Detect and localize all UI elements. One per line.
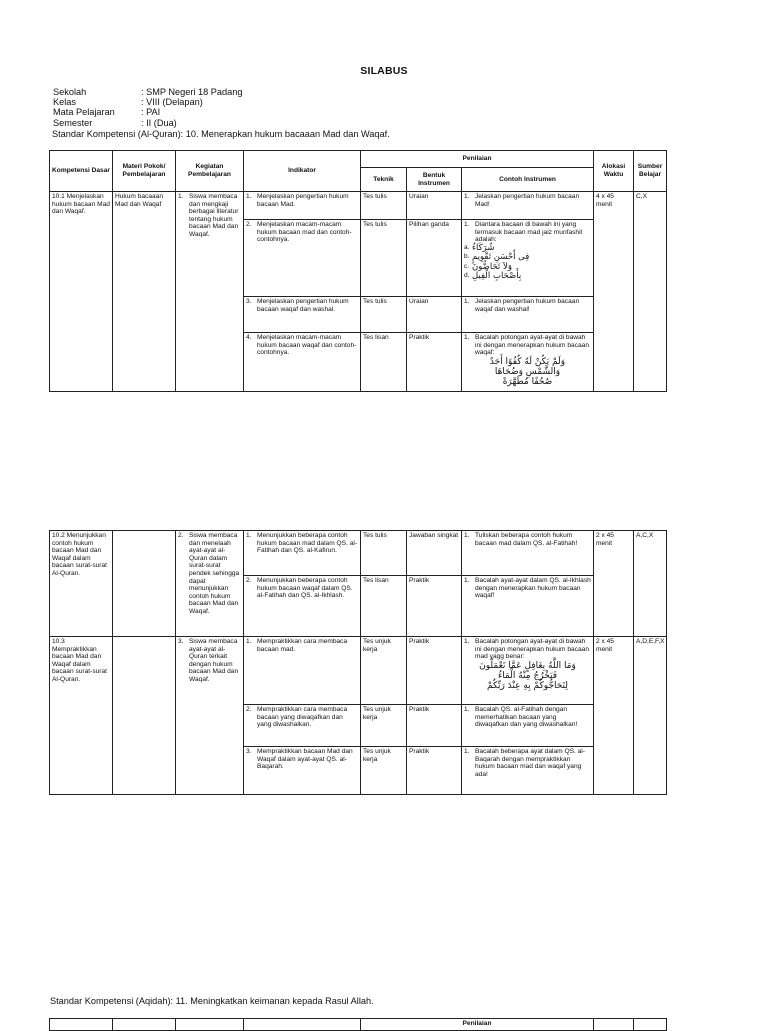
alokasi-cell: 2 x 45 menit: [594, 531, 634, 637]
header-penilaian: Penilaian: [361, 151, 594, 168]
arabic-line: لِتَحَاجُّوكُمْ بِهِ عِنْدَ رَبِّكُمْ: [486, 680, 569, 691]
indikator-cell: [244, 333, 361, 392]
list-number: 1.: [464, 638, 470, 645]
contoh-text: Bacalah QS. al-Fatihah dengan memerhatikan bacaan yang diwaqafkan dan yang diwashalkan!: [475, 706, 578, 729]
contoh-text: Bacalah potongan ayat-ayat di bawah ini dengan menerapkan hukum bacaan mad yagg benar:: [475, 638, 590, 661]
bentuk-cell: Praktik: [407, 333, 462, 392]
identity-value: : II (Dua): [141, 117, 177, 128]
kd-cell: 10.3 Mempraktikkan bacaan Mad dan Waqaf dalam bacaan surat-surat Al-Quran.: [50, 637, 113, 795]
bentuk-cell: Uraian: [407, 192, 462, 220]
alokasi-cell: 2 x 45 menit: [594, 637, 634, 795]
header-cell: [594, 1019, 634, 1031]
indikator-cell: [244, 576, 361, 637]
arabic-line: وَمَا اللَّهُ بِغَافِلٍ عَمَّا تَعْمَلُونَ: [479, 660, 576, 671]
teknik-cell: Tes tulis: [361, 531, 407, 576]
bentuk-cell: Praktik: [407, 576, 462, 637]
contoh-text: Bacalah ayat-ayat dalam QS. al-Ikhlash dengan menerapkan hukum bacaan waqaf!: [475, 577, 591, 600]
contoh-text: Bacalah beberapa ayat dalam QS. al-Baqarah dengan mempraktikkan hukum bacaan mad dan waqaf yang ada!: [475, 748, 585, 778]
identity-row-class: [53, 97, 242, 107]
arabic-line: فَيَخْرُجُ مِنْهُ الْمَاءُ: [497, 670, 558, 681]
kd-cell: 10.2 Menunjukkan contoh hukum bacaan Mad dan Waqaf dalam bacaan surat-surat Al-Quran.: [50, 531, 113, 637]
indikator-text: Menjelaskan macam-macam hukum bacaan waqaf dan contoh-contohnya.: [257, 334, 357, 357]
arabic-line: صُحُفًا مُطَهَّرَةً: [502, 376, 553, 387]
materi-cell: [113, 637, 176, 795]
header-cell: [634, 1019, 667, 1031]
list-number: 1.: [178, 193, 184, 200]
indikator-cell: [244, 220, 361, 297]
teknik-cell: Tes tulis: [361, 192, 407, 220]
teknik-cell: Tes tulis: [361, 220, 407, 297]
list-number: 2.: [246, 577, 252, 584]
identity-block: [53, 87, 242, 128]
option-a: a. شُرَكَاءُ: [464, 242, 495, 253]
indikator-cell: [244, 747, 361, 795]
contoh-cell: [462, 637, 594, 705]
identity-value: : SMP Negeri 18 Padang: [141, 87, 243, 97]
materi-cell: [113, 531, 176, 637]
kd-cell: 10.1 Menjelaskan hukum bacaan Mad dan Waqaf.: [50, 192, 113, 392]
syllabus-table-2: [49, 530, 667, 795]
list-number: 4.: [246, 334, 252, 341]
header-sumber: Sumber Belajar: [634, 151, 667, 192]
list-number: 1.: [464, 532, 470, 539]
identity-row-semester: [53, 118, 242, 128]
list-number: 1.: [246, 638, 252, 645]
list-number: 1.: [464, 298, 470, 305]
indikator-text: Menjelaskan pengertian hukum bacaan waqaf dan washal.: [257, 298, 349, 313]
list-number: 1.: [464, 577, 470, 584]
kegiatan-text: Siswa membaca ayat-ayat al-Quran terkait dengan hukum bacaan Mad dan Waqaf.: [189, 638, 239, 683]
indikator-cell: [244, 531, 361, 576]
teknik-cell: Tes lisan: [361, 576, 407, 637]
contoh-cell: [462, 531, 594, 576]
contoh-cell: [462, 705, 594, 747]
list-number: 1.: [464, 748, 470, 755]
identity-label: Sekolah: [53, 87, 87, 97]
contoh-cell: [462, 576, 594, 637]
list-number: 3.: [246, 298, 252, 305]
materi-cell: Hukum bacaaan Mad dan Waqaf: [113, 192, 176, 392]
list-number: 1.: [464, 334, 470, 341]
indikator-cell: [244, 297, 361, 333]
contoh-cell: [462, 192, 594, 220]
list-number: 2.: [246, 706, 252, 713]
header-cell: [50, 1019, 113, 1031]
page-title: SILABUS: [360, 65, 408, 77]
contoh-cell: [462, 333, 594, 392]
header-indikator: Indikator: [244, 151, 361, 192]
identity-row-subject: [53, 107, 242, 117]
bentuk-cell: Jawaban singkat: [407, 531, 462, 576]
kegiatan-cell: [176, 192, 244, 392]
contoh-text: Jelaskan pengertian hukum bacaan Mad!: [475, 193, 580, 208]
contoh-cell: [462, 747, 594, 795]
contoh-cell: [462, 297, 594, 333]
identity-label: Kelas: [53, 97, 76, 108]
kegiatan-cell: [176, 637, 244, 795]
bentuk-cell: Pilihan ganda: [407, 220, 462, 297]
kegiatan-text: Siswa membaca dan mengkaji berbagai literatur tentang hukum bacaan Mad dan Waqaf.: [189, 193, 239, 238]
header-teknik: Teknik: [361, 168, 407, 192]
indikator-text: Menjelaskan pengertian hukum bacaan Mad.: [257, 193, 349, 208]
list-number: 1.: [464, 706, 470, 713]
list-number: 1.: [246, 193, 252, 200]
option-d: d. بِأَصْحَابِ الْفِيلِ: [464, 271, 522, 282]
list-number: 1.: [246, 532, 252, 539]
alokasi-cell: 4 x 45 menit: [594, 192, 634, 392]
header-cell: [244, 1019, 361, 1031]
indikator-cell: [244, 637, 361, 705]
indikator-text: Mempraktikkan cara membaca bacaan yang diwaqafkan dan yang diwashalkan.: [257, 706, 348, 729]
contoh-text: Bacalah potongan ayat-ayat di bawah ini dengan menerapkan hukum bacaan waqaf:: [475, 334, 590, 357]
indikator-text: Menunjukkan beberapa contoh hukum bacaan mad dalam QS. al-Fatihah dan QS. al-Kafirun.: [257, 532, 358, 555]
teknik-cell: Tes unjuk kerja: [361, 637, 407, 705]
indikator-text: Menjelaskan macam-macam hukum bacaan mad dan contoh-contohnya.: [257, 221, 352, 244]
kegiatan-cell: [176, 531, 244, 637]
indikator-text: Mempraktikkan bacaan Mad dan Waqaf dalam ayat-ayat QS. al-Baqarah.: [257, 748, 353, 771]
bentuk-cell: Praktik: [407, 747, 462, 795]
header-bentuk: Bentuk Instrumen: [407, 168, 462, 192]
header-materi: Materi Pokok/ Pembelajaran: [113, 151, 176, 192]
identity-value: : VIII (Delapan): [141, 97, 203, 108]
identity-row-school: [53, 87, 242, 97]
list-number: 1.: [464, 221, 470, 228]
bentuk-cell: Praktik: [407, 705, 462, 747]
contoh-text: Diantara bacaan di bawah ini yang termasuk bacaan mad jaiz munfashil adalah:: [475, 221, 583, 244]
arabic-line: وَلَمْ يَكُنْ لَهُ كُفُوًا أَحَدٌ: [489, 356, 566, 367]
indikator-text: Mempraktikkan cara membaca bacaan mad.: [257, 638, 348, 653]
header-kegiatan: Kegiatan Pembelajaran: [176, 151, 244, 192]
contoh-text: Jelaskan pengertian hukum bacaan waqaf dan washal!: [475, 298, 580, 313]
teknik-cell: Tes tulis: [361, 297, 407, 333]
arabic-line: وَالشَّمْسِ وَضُحَاهَا: [494, 366, 561, 377]
option-b: b. فِى أَحْسَنِ تَقْوِيمٍ: [464, 252, 530, 263]
list-number: 3.: [178, 638, 184, 645]
identity-label: Mata Pelajaran: [53, 107, 115, 118]
teknik-cell: Tes lisan: [361, 333, 407, 392]
teknik-cell: Tes unjuk kerja: [361, 747, 407, 795]
sumber-cell: A,C,X: [634, 531, 667, 637]
list-number: 2.: [178, 532, 184, 539]
header-alokasi: Alokasi Waktu: [594, 151, 634, 192]
teknik-cell: Tes unjuk kerja: [361, 705, 407, 747]
bentuk-cell: Uraian: [407, 297, 462, 333]
list-number: 3.: [246, 748, 252, 755]
header-contoh: Contoh Instrumen: [462, 168, 594, 192]
contoh-text: Tuliskan beberapa contoh hukum bacaan mad dalam QS. al-Fatihah!: [475, 532, 578, 547]
identity-label: Semester: [53, 117, 93, 128]
standard-competency-quran: Standar Kompetensi (Al-Quran): 10. Menerapkan hukum bacaaan Mad dan Waqaf.: [52, 129, 390, 139]
list-number: 1.: [464, 193, 470, 200]
bentuk-cell: Praktik: [407, 637, 462, 705]
indikator-cell: [244, 192, 361, 220]
sumber-cell: A,D,E,F,X: [634, 637, 667, 795]
identity-value: : PAI: [141, 107, 161, 118]
syllabus-table-1: [49, 150, 667, 392]
indikator-text: Menunjukkan beberapa contoh hukum bacaan waqaf dalam QS. al-Fatihah dan QS. al-Ikhlash.: [257, 577, 353, 600]
indikator-cell: [244, 705, 361, 747]
kegiatan-text: Siswa membaca dan menelaah ayat-ayat al-Quran dalam surat-surat pendek sehingga dapat menunjukkan contoh hukum bacaan Mad dan Waqaf.: [189, 532, 240, 615]
standard-competency-aqidah: Standar Kompetensi (Aqidah): 11. Meningkatkan keimanan kepada Rasul Allah.: [50, 996, 374, 1006]
header-penilaian: Penilaian: [361, 1019, 594, 1031]
list-number: 2.: [246, 221, 252, 228]
header-kd: Kompetensi Dasar: [50, 151, 113, 192]
sumber-cell: C,X: [634, 192, 667, 392]
contoh-cell: [462, 220, 594, 297]
header-cell: [176, 1019, 244, 1031]
header-cell: [113, 1019, 176, 1031]
syllabus-table-3: [49, 1018, 667, 1031]
option-c: c. وَلاَ تَحَاضُّونَ: [464, 261, 512, 272]
